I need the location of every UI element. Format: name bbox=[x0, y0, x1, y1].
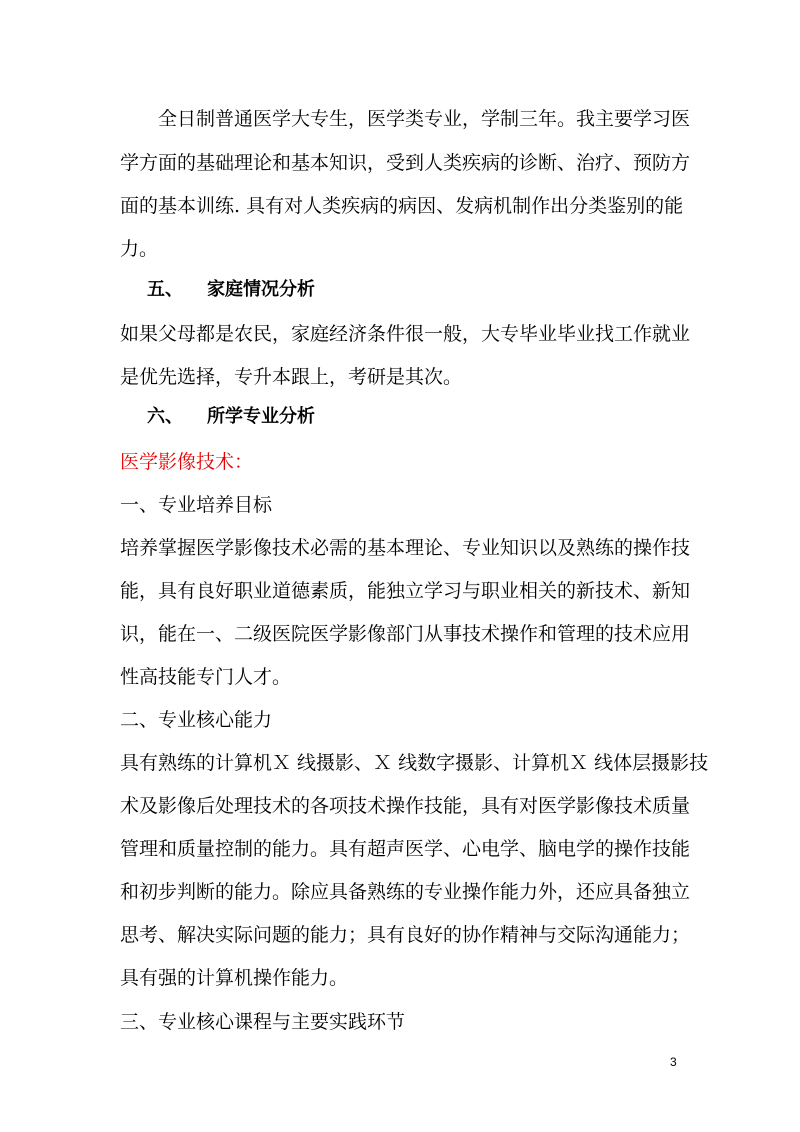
paragraph-line: 管理和质量控制的能力。具有超声医学、心电学、脑电学的操作技能 bbox=[120, 838, 691, 860]
section-title: 家庭情况分析 bbox=[207, 279, 315, 300]
paragraph-line: 能，具有良好职业道德素质，能独立学习与职业相关的新技术、新知 bbox=[120, 580, 691, 602]
paragraph-line: 识，能在一、二级医院医学影像部门从事技术操作和管理的技术应用 bbox=[120, 623, 691, 645]
paragraph-line: 性高技能专门人才。 bbox=[120, 666, 292, 688]
paragraph-line: 具有熟练的计算机Ｘ 线摄影、Ｘ 线数字摄影、计算机Ｘ 线体层摄影技 bbox=[120, 752, 709, 774]
page-number: 3 bbox=[670, 1055, 677, 1069]
paragraph-line: 如果父母都是农民，家庭经济条件很一般，大专毕业毕业找工作就业 bbox=[120, 323, 691, 345]
subheading-goal: 一、专业培养目标 bbox=[120, 494, 273, 516]
major-name: 医学影像技术： bbox=[120, 451, 254, 473]
subheading-courses: 三、专业核心课程与主要实践环节 bbox=[120, 1011, 406, 1033]
paragraph-line: 全日制普通医学大专生，医学类专业，学制三年。我主要学习医 bbox=[158, 108, 691, 130]
section-title: 所学专业分析 bbox=[207, 406, 315, 427]
paragraph-line: 和初步判断的能力。除应具备熟练的专业操作能力外，还应具备独立 bbox=[120, 881, 691, 903]
section-heading-major bbox=[147, 405, 315, 429]
section-number: 五、 bbox=[147, 279, 183, 300]
paragraph-line: 思考、解决实际问题的能力；具有良好的协作精神与交际沟通能力； bbox=[120, 924, 691, 946]
section-number: 六、 bbox=[147, 406, 183, 427]
subheading-ability: 二、专业核心能力 bbox=[120, 709, 273, 731]
paragraph-line: 力。 bbox=[120, 238, 159, 260]
paragraph-line: 具有强的计算机操作能力。 bbox=[120, 967, 349, 989]
section-heading-family bbox=[147, 278, 315, 302]
paragraph-line: 是优先选择，专升本跟上，考研是其次。 bbox=[120, 366, 463, 388]
paragraph-line: 面的基本训练. 具有对人类疾病的病因、发病机制作出分类鉴别的能 bbox=[120, 195, 684, 217]
paragraph-line: 术及影像后处理技术的各项技术操作技能，具有对医学影像技术质量 bbox=[120, 795, 691, 817]
paragraph-line: 培养掌握医学影像技术必需的基本理论、专业知识以及熟练的操作技 bbox=[120, 537, 691, 559]
paragraph-line: 学方面的基础理论和基本知识，受到人类疾病的诊断、治疗、预防方 bbox=[120, 152, 691, 174]
